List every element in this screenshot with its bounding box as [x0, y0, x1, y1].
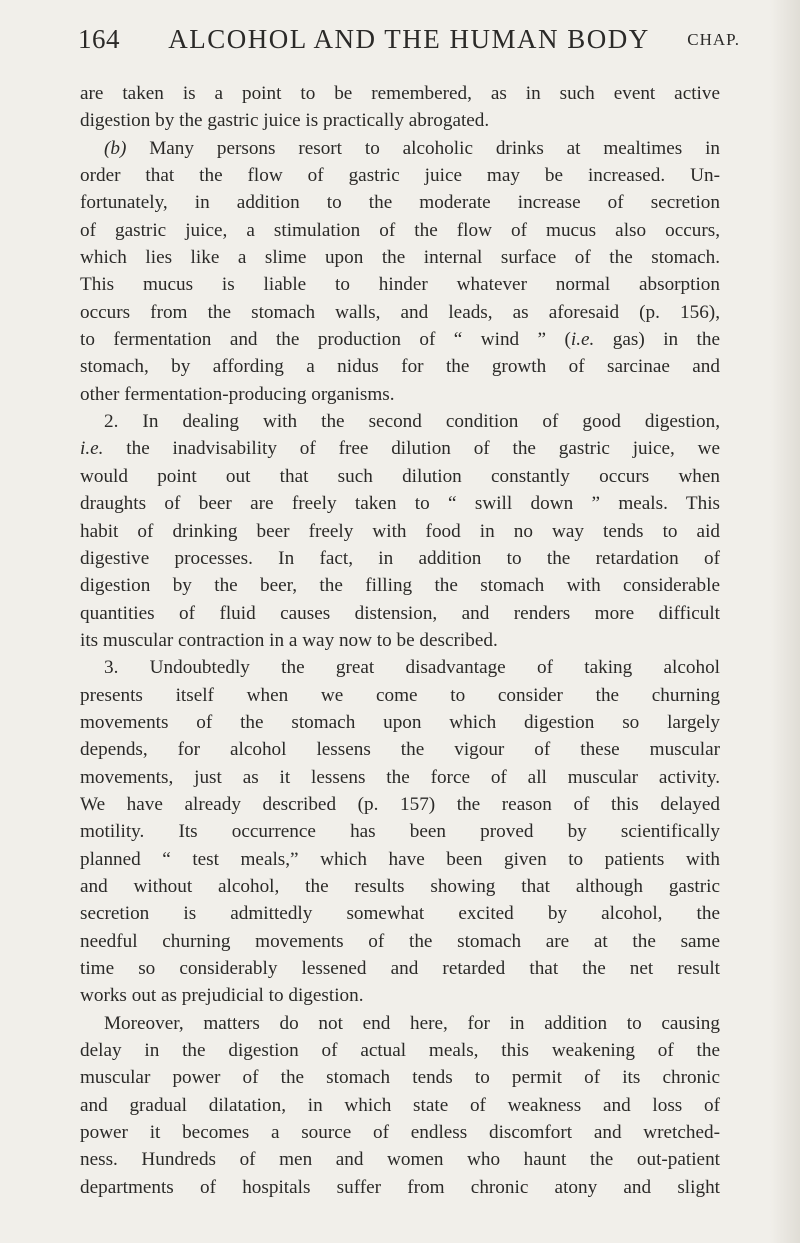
text-line: other fermentation-producing organisms. — [80, 383, 395, 405]
text-line: We have already described (p. 157) the reason of this delayed — [80, 793, 720, 815]
text-line: ness. Hundreds of men and women who haunt the out-patient — [80, 1149, 720, 1171]
text-line: habit of drinking beer freely with food in no way tends to aid — [80, 520, 720, 542]
text-line: depends, for alcohol lessens the vigour of these muscular — [80, 739, 720, 761]
text-line: are taken is a point to be remembered, as in such event active — [80, 83, 720, 104]
text-line: movements, just as it lessens the force of all muscular activity. — [80, 766, 720, 788]
text-line: of gastric juice, a stimulation of the flow of mucus also occurs, — [80, 219, 720, 241]
text-line: This mucus is liable to hinder whatever normal absorption — [80, 274, 720, 296]
text-line: digestion by the gastric juice is practically abrogated. — [80, 110, 490, 132]
text-line: would point out that such dilution constantly occurs when — [80, 465, 720, 487]
text-line: which lies like a slime upon the internal surface of the stomach. — [80, 247, 720, 269]
text-line: time so considerably lessened and retarded that the net result — [80, 958, 720, 979]
text-line: departments of hospitals suffer from chronic atony and slight — [80, 1176, 720, 1198]
text-line: presents itself when we come to consider the churning — [80, 684, 720, 706]
page-number: 164 — [78, 24, 120, 54]
text-line: to fermentation and the production of “ wind ” (i.e. gas) in the — [80, 329, 720, 351]
page-body — [80, 80, 720, 1201]
text-line: Moreover, matters do not end here, for in addition to causing — [104, 1012, 720, 1034]
text-line: (b) Many persons resort to alcoholic drinks at mealtimes in — [104, 137, 720, 159]
text-line: i.e. the inadvisability of free dilution of the gastric juice, we — [80, 438, 720, 460]
text-line: power it becomes a source of endless discomfort and wretched- — [80, 1122, 720, 1144]
text-line: 3. Undoubtedly the great disadvantage of taking alcohol — [104, 657, 720, 679]
text-line: draughts of beer are freely taken to “ swill down ” meals. This — [80, 493, 720, 515]
text-line: planned “ test meals,” which have been given to patients with — [80, 848, 720, 870]
chapter-mark: CHAP. — [687, 30, 740, 49]
running-header — [78, 10, 740, 58]
text-line: needful churning movements of the stomach are at the same — [80, 930, 720, 952]
text-line: secretion is admittedly somewhat excited by alcohol, the — [80, 903, 720, 925]
text-line: and without alcohol, the results showing that although gastric — [80, 875, 720, 897]
text-line: digestive processes. In fact, in addition to the retardation of — [80, 547, 720, 569]
text-line: muscular power of the stomach tends to permit of its chronic — [80, 1067, 720, 1089]
text-line: motility. Its occurrence has been proved by scientifically — [80, 821, 720, 843]
text-line: occurs from the stomach walls, and leads, as aforesaid (p. 156), — [80, 301, 720, 323]
text-line: quantities of fluid causes distension, and renders more difficult — [80, 602, 720, 624]
text-line: fortunately, in addition to the moderate increase of secretion — [80, 192, 720, 214]
text-line: digestion by the beer, the filling the stomach with considerable — [80, 575, 720, 597]
text-line: 2. In dealing with the second condition of good digestion, — [104, 411, 720, 433]
text-line: its muscular contraction in a way now to be described. — [80, 629, 498, 651]
text-line: and gradual dilatation, in which state of weakness and loss of — [80, 1094, 720, 1116]
page-gutter-shadow — [770, 0, 800, 1243]
text-line: delay in the digestion of actual meals, this weakening of the — [80, 1040, 720, 1062]
text-line: order that the flow of gastric juice may be increased. Un- — [80, 165, 720, 187]
text-line: stomach, by affording a nidus for the growth of sarcinae and — [80, 356, 720, 378]
text-line: movements of the stomach upon which digestion so largely — [80, 711, 720, 733]
text-line: works out as prejudicial to digestion. — [80, 985, 364, 1007]
running-title: ALCOHOL AND THE HUMAN BODY — [168, 24, 650, 54]
